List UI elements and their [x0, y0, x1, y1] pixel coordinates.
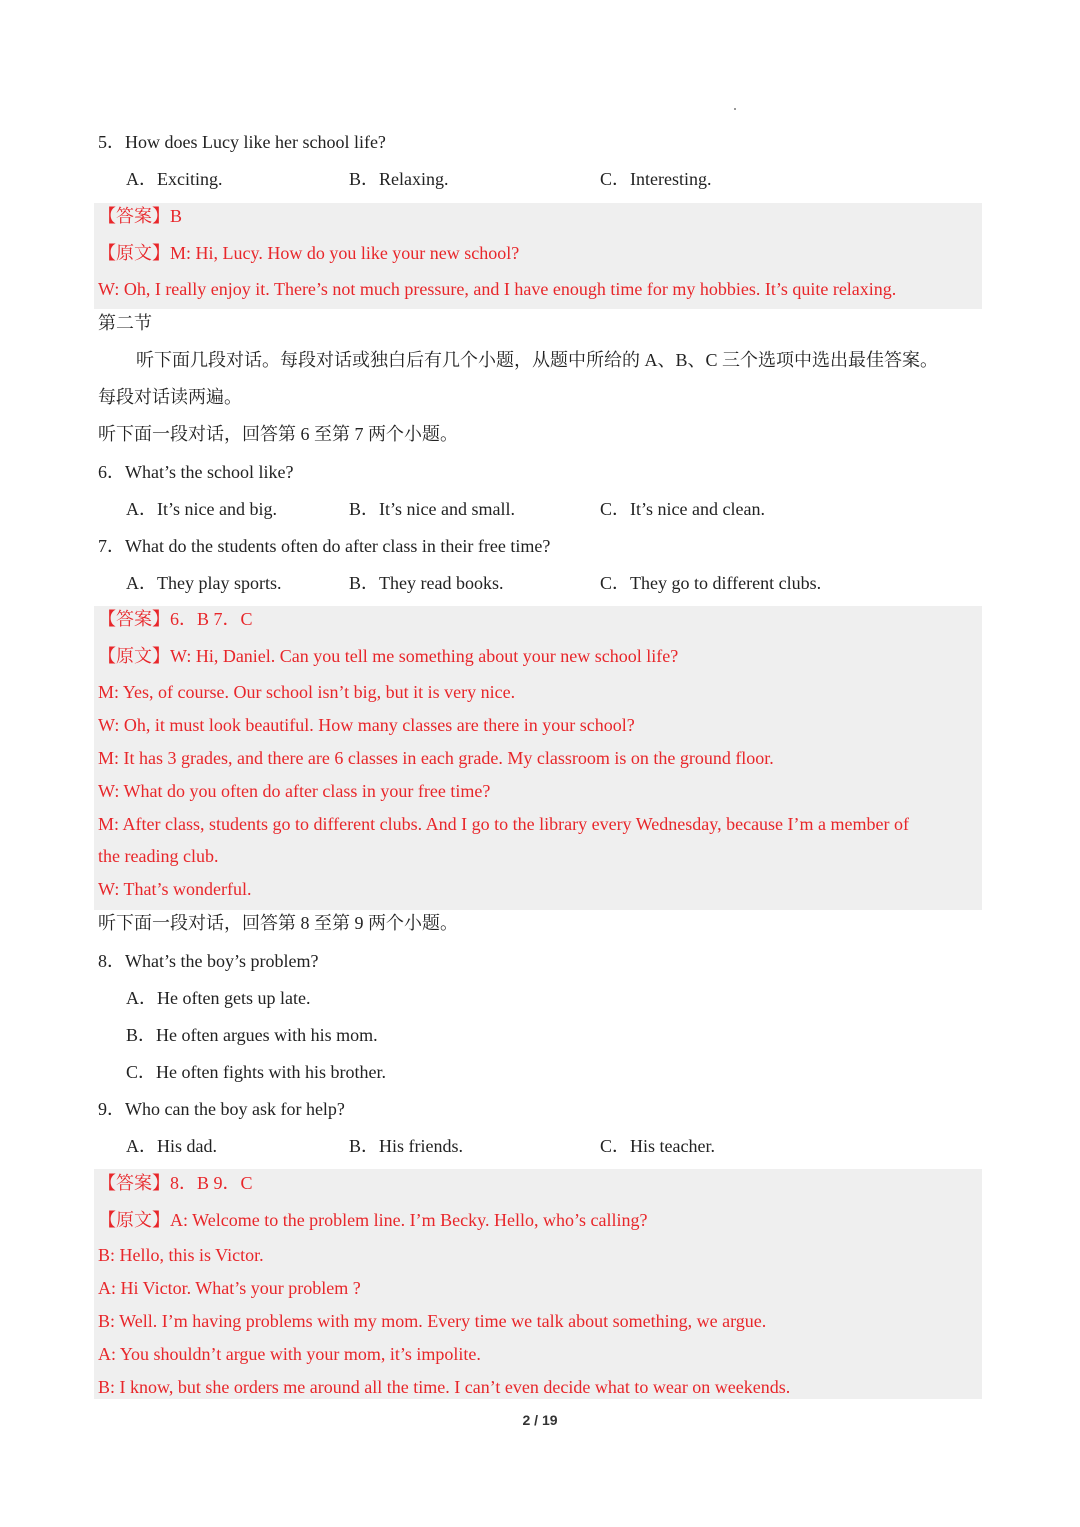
section-heading: 第二节 — [98, 313, 152, 333]
q6-7-transcript-line: W: That’s wonderful. — [98, 879, 252, 899]
page-number: 2 / 19 — [522, 1412, 558, 1428]
section-instruction: 听下面几段对话。每段对话或独白后有几个小题，从题中所给的 A、B、C 三个选项中选出最佳答案。 — [136, 350, 939, 370]
q8-9-transcript-line: A: Hi Victor. What’s your problem ? — [98, 1278, 361, 1298]
dialogue-intro: 听下面一段对话，回答第 8 至第 9 两个小题。 — [98, 913, 458, 933]
q9-option-b: B．His friends. — [349, 1136, 463, 1156]
question-9: 9．Who can the boy ask for help? — [98, 1099, 345, 1119]
q7-option-a: A．They play sports. — [126, 573, 282, 593]
dialogue-intro: 听下面一段对话，回答第 6 至第 7 两个小题。 — [98, 424, 458, 444]
question-8: 8．What’s the boy’s problem? — [98, 951, 319, 971]
question-5: 5．How does Lucy like her school life? — [98, 132, 386, 152]
q9-option-c: C．His teacher. — [600, 1136, 715, 1156]
q8-9-answer: 【答案】8．B 9．C — [98, 1173, 253, 1193]
q6-7-transcript-line: 【原文】W: Hi, Daniel. Can you tell me something about your new school life? — [98, 646, 679, 666]
q6-option-c: C．It’s nice and clean. — [600, 499, 765, 519]
q5-transcript-line: 【原文】M: Hi, Lucy. How do you like your new school? — [98, 243, 520, 263]
q6-7-transcript-line: W: Oh, it must look beautiful. How many classes are there in your school? — [98, 715, 635, 735]
q6-7-transcript-line: W: What do you often do after class in your free time? — [98, 781, 491, 801]
q7-option-c: C．They go to different clubs. — [600, 573, 822, 593]
q9-option-a: A．His dad. — [126, 1136, 217, 1156]
q6-7-transcript-line: M: After class, students go to different clubs. And I go to the library every Wednesday, because I’m a member of — [98, 814, 909, 834]
q6-option-b: B．It’s nice and small. — [349, 499, 515, 519]
q8-9-transcript-line: B: Well. I’m having problems with my mom. Every time we talk about something, we argue. — [98, 1311, 767, 1331]
q7-option-b: B．They read books. — [349, 573, 504, 593]
q6-7-transcript-line: the reading club. — [98, 846, 219, 866]
q5-transcript-line: W: Oh, I really enjoy it. There’s not much pressure, and I have enough time for my hobbies. It’s quite relaxing. — [98, 279, 897, 299]
q8-option-b: B．He often argues with his mom. — [126, 1025, 378, 1045]
q8-option-a: A．He often gets up late. — [126, 988, 311, 1008]
q8-9-transcript-line: B: Hello, this is Victor. — [98, 1245, 264, 1265]
q5-option-a: A．Exciting. — [126, 169, 223, 189]
q6-option-a: A．It’s nice and big. — [126, 499, 277, 519]
scan-dot — [734, 108, 736, 110]
q5-answer: 【答案】B — [98, 206, 183, 226]
q8-9-transcript-line: A: You shouldn’t argue with your mom, it’s impolite. — [98, 1344, 481, 1364]
q5-option-c: C．Interesting. — [600, 169, 712, 189]
q6-7-answer: 【答案】6．B 7．C — [98, 609, 253, 629]
q5-option-b: B．Relaxing. — [349, 169, 449, 189]
q8-option-c: C．He often fights with his brother. — [126, 1062, 386, 1082]
q8-9-transcript-line: 【原文】A: Welcome to the problem line. I’m Becky. Hello, who’s calling? — [98, 1210, 648, 1230]
question-6: 6．What’s the school like? — [98, 462, 294, 482]
q6-7-transcript-line: M: Yes, of course. Our school isn’t big, but it is very nice. — [98, 682, 516, 702]
q8-9-transcript-line: B: I know, but she orders me around all the time. I can’t even decide what to wear on weekends. — [98, 1377, 791, 1397]
section-instruction: 每段对话读两遍。 — [98, 387, 242, 407]
question-7: 7．What do the students often do after class in their free time? — [98, 536, 551, 556]
q6-7-transcript-line: M: It has 3 grades, and there are 6 classes in each grade. My classroom is on the ground floor. — [98, 748, 774, 768]
